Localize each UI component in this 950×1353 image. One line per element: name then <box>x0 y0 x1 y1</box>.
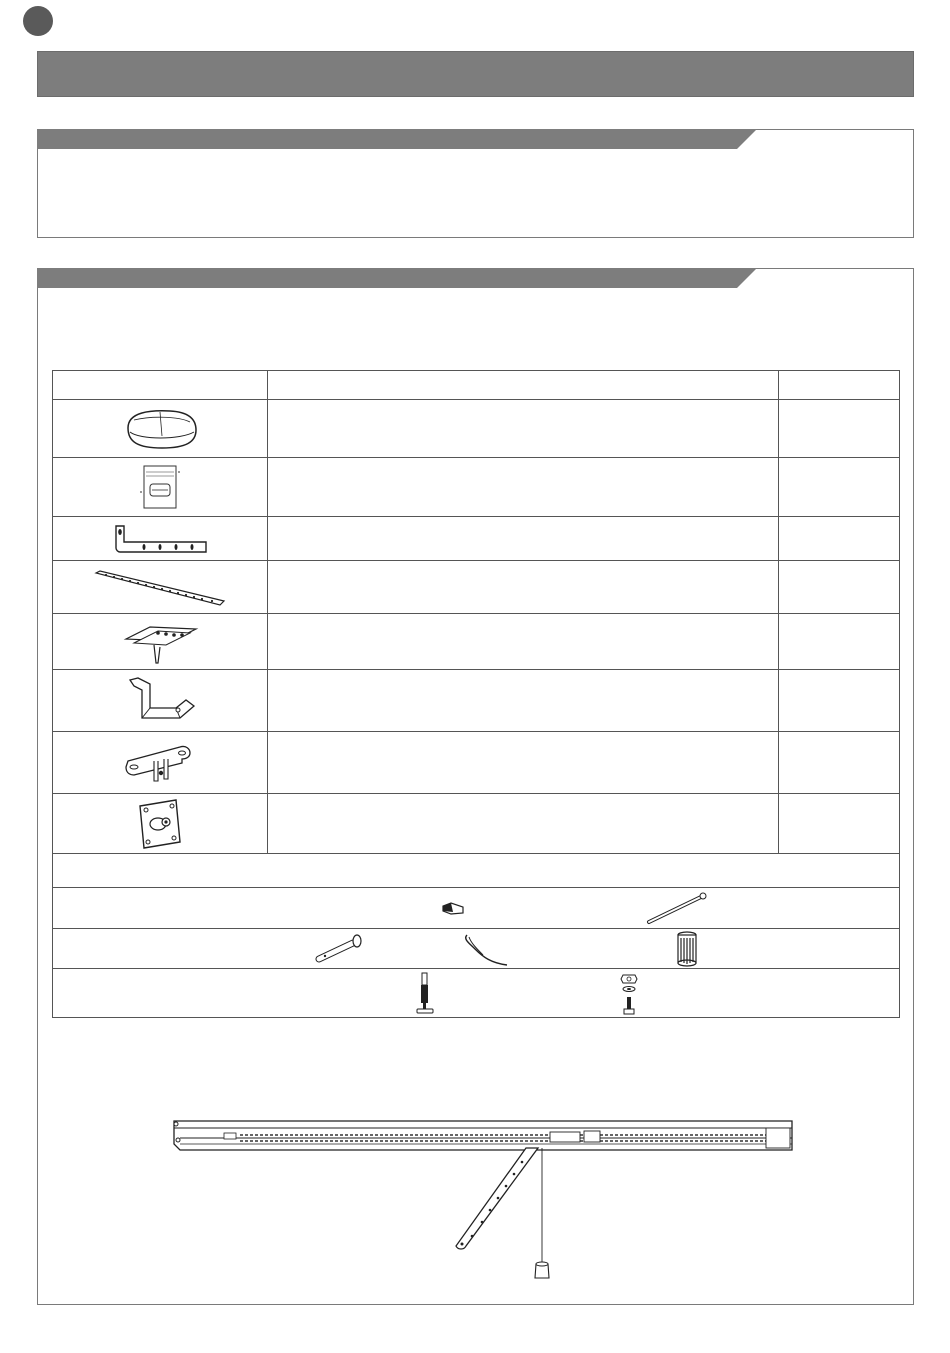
clevis-pin-icon <box>315 933 365 965</box>
row-description <box>268 458 779 517</box>
door-bracket-icon <box>53 732 268 794</box>
row-description <box>268 794 779 854</box>
hardware-row <box>53 888 900 929</box>
row-quantity <box>779 670 900 732</box>
row-description <box>268 614 779 670</box>
table-row <box>53 458 900 517</box>
page-header-bar <box>37 51 914 97</box>
parts-table <box>52 370 900 1018</box>
row-quantity <box>779 458 900 517</box>
row-quantity <box>779 794 900 854</box>
screw-icon <box>413 971 437 1017</box>
hardware-row-cell <box>53 854 900 888</box>
hardware-row-cell <box>53 929 900 969</box>
table-row <box>53 670 900 732</box>
drive-coupler-icon <box>673 930 701 968</box>
table-row <box>53 794 900 854</box>
header-quantity <box>779 371 900 400</box>
row-quantity <box>779 614 900 670</box>
rail-with-arm-and-pull-cord-icon <box>170 1118 800 1288</box>
split-pin-icon <box>461 931 511 967</box>
section-package-contents-tab <box>37 268 737 288</box>
table-row <box>53 400 900 458</box>
row-description <box>268 517 779 561</box>
hardware-row-cell <box>53 888 900 929</box>
table-row <box>53 561 900 614</box>
row-quantity <box>779 732 900 794</box>
z-bracket-icon <box>53 670 268 732</box>
header-image <box>53 371 268 400</box>
row-description <box>268 561 779 614</box>
header-description <box>268 371 779 400</box>
row-quantity <box>779 561 900 614</box>
perforated-strip-icon <box>53 561 268 614</box>
hardware-row-cell <box>53 969 900 1018</box>
row-description <box>268 732 779 794</box>
hardware-row <box>53 929 900 969</box>
section-intro <box>37 129 914 238</box>
row-description <box>268 400 779 458</box>
table-row <box>53 517 900 561</box>
table-row <box>53 614 900 670</box>
row-quantity <box>779 400 900 458</box>
hardware-row <box>53 854 900 888</box>
row-description <box>268 670 779 732</box>
section-intro-tab <box>37 129 737 149</box>
control-unit-icon <box>53 458 268 517</box>
l-bracket-icon <box>53 517 268 561</box>
language-indicator <box>23 6 53 36</box>
nut-washer-bolt-icon <box>617 971 641 1017</box>
row-quantity <box>779 517 900 561</box>
ceiling-bracket-icon <box>53 614 268 670</box>
long-rod-icon <box>645 892 709 926</box>
table-row <box>53 732 900 794</box>
mounting-plate-icon <box>53 794 268 854</box>
parts-table-header <box>53 371 900 400</box>
hardware-row <box>53 969 900 1018</box>
wall-plug-icon <box>439 898 469 918</box>
motor-cover-icon <box>53 400 268 458</box>
